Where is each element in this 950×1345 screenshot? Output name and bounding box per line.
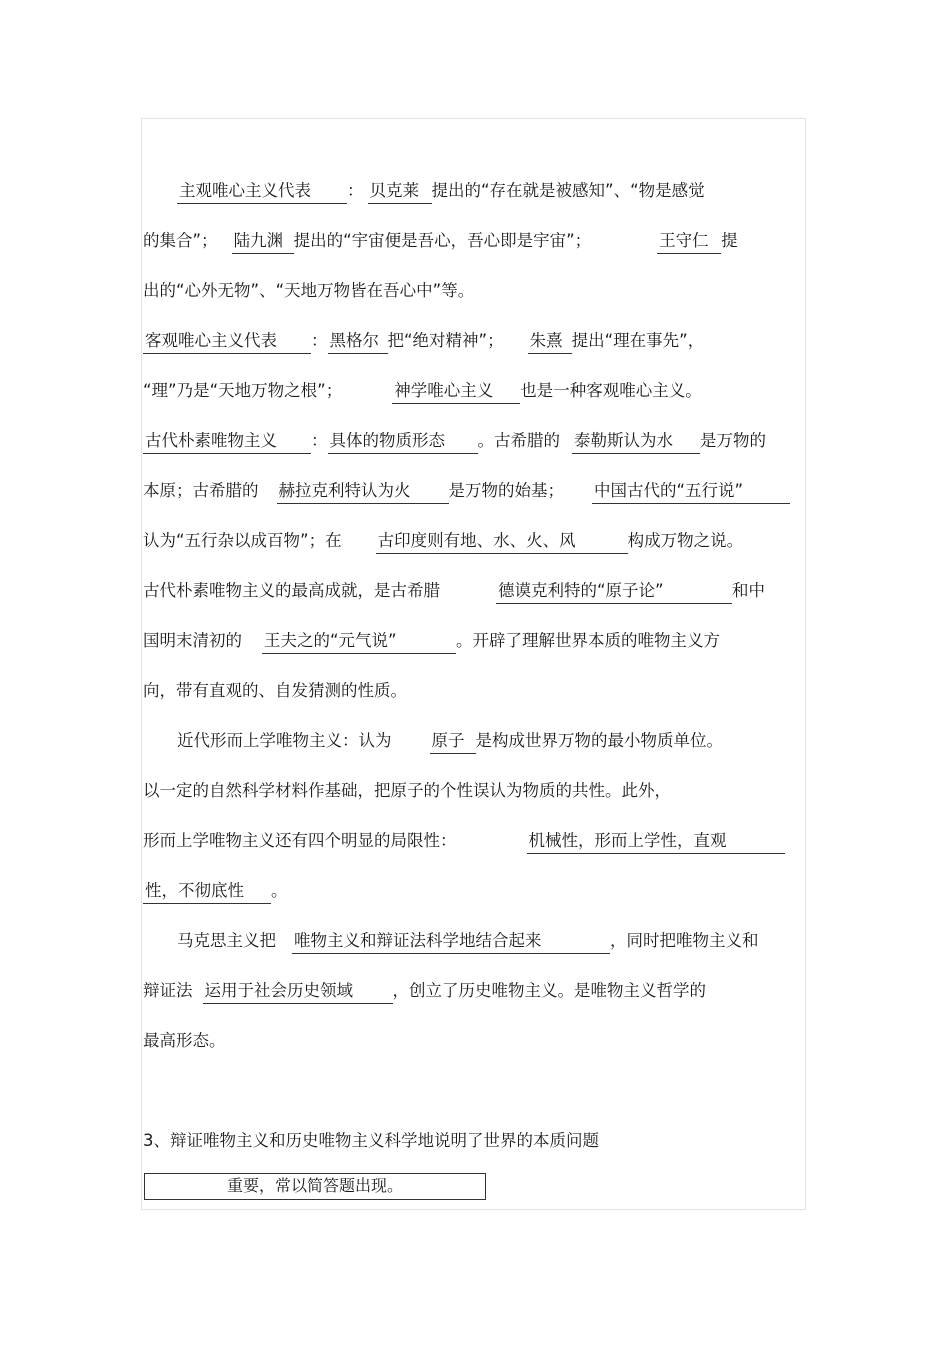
p3-line-1 [143, 426, 803, 456]
text: 古代朴素唯物主义的最高成就，是古希腊 [143, 581, 440, 600]
p1-line-2 [143, 226, 803, 256]
text: 近代形而上学唯物主义：认为 [177, 731, 392, 750]
ancient-materialism-label: 古代朴素唯物主义 [143, 429, 311, 454]
blank-limitations-cont: 性，不彻底性 [143, 879, 271, 904]
blank-material-form: 具体的物质形态 [328, 429, 478, 454]
colon: ： [311, 331, 328, 350]
text: “理”乃是“天地万物之根”； [143, 381, 343, 400]
text: 提出的“存在就是被感知”、“物是感觉 [431, 181, 705, 200]
text: ，创立了历史唯物主义。是唯物主义哲学的 [392, 981, 706, 1000]
p3-line-5 [143, 626, 803, 656]
p1-line-1 [143, 176, 803, 206]
notice-box: 重要，常以简答题出现。 [144, 1173, 486, 1200]
text: 形而上学唯物主义还有四个明显的局限性： [143, 831, 457, 850]
p5-line-2 [143, 976, 803, 1006]
text: 马克思主义把 [177, 931, 276, 950]
text: 提 [721, 231, 738, 250]
blank-wang-shouren: 王守仁 [657, 229, 721, 254]
text: 的集合”； [143, 231, 218, 250]
blank-dialectics-union: 唯物主义和辩证法科学地结合起来 [292, 929, 610, 954]
subjective-idealism-label: 主观唯心主义代表 [177, 179, 347, 204]
colon: ： [347, 181, 364, 200]
blank-theological-idealism: 神学唯心主义 [392, 379, 520, 404]
blank-democritus: 德谟克利特的“原子论” [496, 579, 732, 604]
text: 国明末清初的 [143, 631, 242, 650]
text: 是万物的 [700, 431, 766, 450]
blank-thales: 泰勒斯认为水 [572, 429, 700, 454]
p5-line-3 [143, 1026, 803, 1056]
blank-social-history: 运用于社会历史领域 [203, 979, 393, 1004]
p3-line-4 [143, 576, 803, 606]
text: 最高形态。 [143, 1031, 226, 1050]
blank-zhu-xi: 朱熹 [528, 329, 572, 354]
text: 提出“理在事先”， [571, 331, 705, 350]
text: ，同时把唯物主义和 [610, 931, 759, 950]
p4-line-4 [143, 876, 803, 906]
text: 把“绝对精神”； [387, 331, 504, 350]
text: 。开辟了理解世界本质的唯物主义方 [456, 631, 720, 650]
blank-heraclitus: 赫拉克利特认为火 [277, 479, 449, 504]
text: 出的“心外无物”、“天地万物皆在吾心中”等。 [143, 281, 475, 300]
heading-text: 3、辩证唯物主义和历史唯物主义科学地说明了世界的本质问题 [143, 1131, 599, 1150]
text: 和中 [732, 581, 765, 600]
blank-limitations: 机械性，形而上学性，直观 [527, 829, 785, 854]
text: 。古希腊的 [477, 431, 560, 450]
text: 提出的“宇宙便是吾心，吾心即是宇宙”； [293, 231, 592, 250]
text: 认为“五行杂以成百物”；在 [143, 531, 342, 550]
p2-line-2 [143, 376, 803, 406]
text: 向，带有直观的、自发猜测的性质。 [143, 681, 407, 700]
text: 构成万物之说。 [627, 531, 744, 550]
p3-line-6 [143, 676, 803, 706]
p3-line-3 [143, 526, 803, 556]
text: 是构成世界万物的最小物质单位。 [475, 731, 723, 750]
blank-ancient-india: 古印度则有地、水、火、风 [376, 529, 628, 554]
text: 本原；古希腊的 [143, 481, 259, 500]
p4-line-3 [143, 826, 803, 856]
blank-wang-fuzhi: 王夫之的“元气说” [262, 629, 456, 654]
section-3-heading [143, 1126, 803, 1156]
text: 也是一种客观唯心主义。 [520, 381, 702, 400]
text: 。 [271, 881, 288, 900]
p5-line-1 [143, 926, 803, 956]
blank-lu-jiuyuan: 陆九渊 [232, 229, 294, 254]
blank-five-elements: 中国古代的“五行说” [592, 479, 790, 504]
p4-line-2 [143, 776, 803, 806]
objective-idealism-label: 客观唯心主义代表 [143, 329, 311, 354]
p3-line-2 [143, 476, 803, 506]
blank-berkeley: 贝克莱 [368, 179, 432, 204]
p4-line-1 [143, 726, 803, 756]
text: 是万物的始基； [448, 481, 564, 500]
blank-atom: 原子 [430, 729, 476, 754]
text: 以一定的自然科学材料作基础，把原子的个性误认为物质的共性。此外， [143, 781, 671, 800]
blank-hegel: 黑格尔 [328, 329, 388, 354]
p2-line-1 [143, 326, 803, 356]
text: 辩证法 [143, 981, 193, 1000]
p1-line-3 [143, 276, 803, 306]
colon: ： [311, 431, 328, 450]
